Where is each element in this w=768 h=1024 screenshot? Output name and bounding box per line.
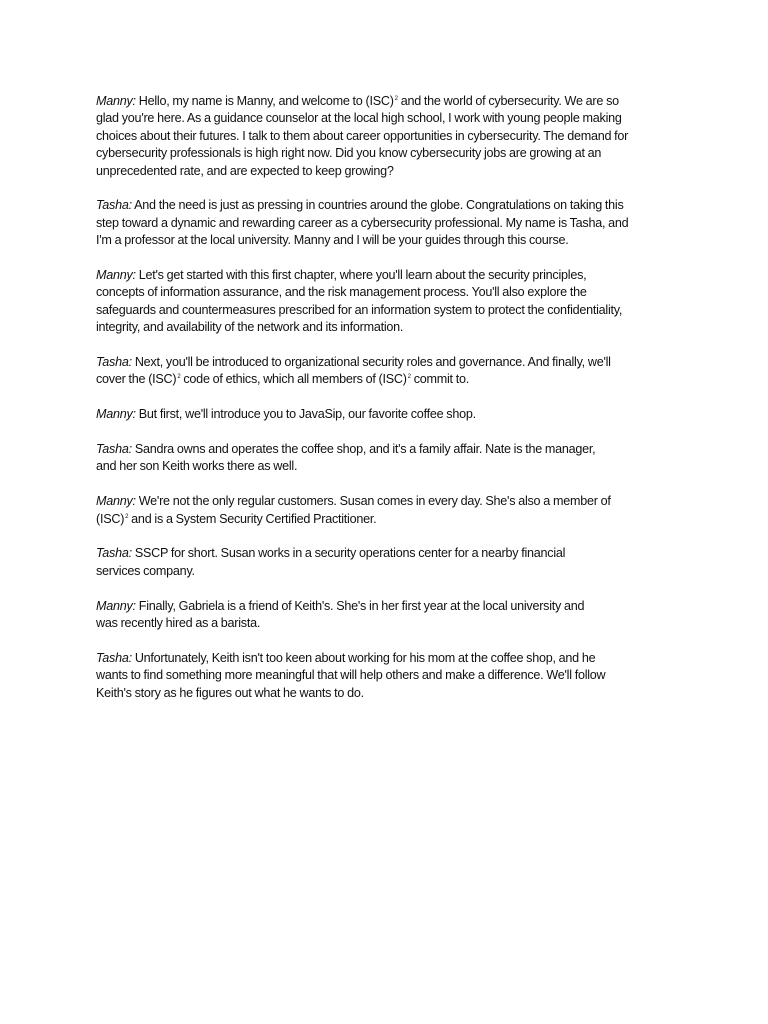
speaker-name: Manny:: [96, 407, 136, 422]
dialogue-text: And the need is just as pressing in countries around the globe. Congratulations on taking this: [134, 198, 624, 213]
dialogue-text: choices about their futures. I talk to them about career opportunities in cybersecurity. The demand for: [96, 128, 629, 143]
dialogue-line: [96, 110, 696, 127]
speaker-name: Tasha:: [96, 198, 132, 213]
dialogue-text: Hello, my name is Manny, and welcome to (ISC): [138, 94, 394, 108]
dialogue-line: [96, 354, 696, 371]
dialogue-line: [96, 163, 696, 180]
dialogue-line: [96, 128, 696, 145]
speaker-name: Manny:: [96, 94, 136, 108]
dialogue-line: [96, 615, 696, 632]
dialogue-paragraph: [96, 197, 696, 249]
dialogue-paragraph: [96, 406, 696, 423]
dialogue-line: [96, 284, 696, 301]
dialogue-text: cybersecurity professionals is high right now. Did you know cybersecurity jobs are growing at an: [96, 146, 602, 161]
dialogue-line: [96, 267, 696, 284]
dialogue-paragraph: [96, 650, 696, 702]
dialogue-line: [96, 406, 696, 423]
dialogue-line: [96, 493, 696, 510]
speaker-name: Manny:: [96, 494, 136, 509]
dialogue-line: [96, 319, 696, 336]
dialogue-line: [96, 511, 696, 528]
dialogue-text: (ISC): [96, 511, 125, 526]
dialogue-text: Keith's story as he figures out what he wants to do.: [96, 685, 364, 700]
dialogue-text: wants to find something more meaningful that will help others and make a difference. We'll follow: [96, 668, 606, 683]
dialogue-text: code of ethics, which all members of (ISC): [180, 372, 407, 387]
dialogue-paragraph: [96, 354, 696, 389]
dialogue-line: [96, 685, 696, 702]
dialogue-text: and her son Keith works there as well.: [96, 459, 298, 474]
dialogue-paragraph: [96, 267, 696, 337]
dialogue-line: [96, 598, 696, 615]
speaker-name: Manny:: [96, 268, 136, 283]
dialogue-text: step toward a dynamic and rewarding career as a cybersecurity professional. My name is Tasha, and: [96, 215, 629, 230]
superscript-text: 2: [407, 374, 411, 381]
dialogue-text: services company.: [96, 563, 195, 578]
dialogue-text: Let's get started with this first chapter, where you'll learn about the security principles,: [138, 268, 587, 283]
dialogue-line: [96, 650, 696, 667]
dialogue-paragraph: [96, 441, 696, 476]
dialogue-line: [96, 441, 696, 458]
dialogue-line: [96, 93, 696, 110]
dialogue-text: concepts of information assurance, and the risk management process. You'll also explore the: [96, 285, 587, 300]
dialogue-text: Finally, Gabriela is a friend of Keith's. She's in her first year at the local university and: [138, 598, 585, 613]
dialogue-text: unprecedented rate, and are expected to keep growing?: [96, 163, 394, 178]
dialogue-text: Unfortunately, Keith isn't too keen about working for his mom at the coffee shop, and he: [134, 650, 596, 665]
speaker-name: Tasha:: [96, 355, 132, 370]
dialogue-text: Sandra owns and operates the coffee shop, and it's a family affair. Nate is the manager,: [134, 442, 596, 457]
dialogue-text: and the world of cybersecurity. We are so: [397, 94, 619, 108]
dialogue-line: [96, 563, 696, 580]
dialogue-text: integrity, and availability of the network and its information.: [96, 320, 404, 335]
transcript-body: [96, 93, 696, 719]
dialogue-text: SSCP for short. Susan works in a security operations center for a nearby financial: [134, 546, 566, 561]
superscript-text: 2: [394, 96, 398, 102]
speaker-name: Manny:: [96, 598, 136, 613]
dialogue-text: Next, you'll be introduced to organizational security roles and governance. And finally, we'll: [134, 355, 611, 370]
dialogue-paragraph: [96, 93, 696, 180]
dialogue-line: [96, 667, 696, 684]
superscript-text: 2: [177, 374, 181, 381]
dialogue-text: commit to.: [410, 372, 469, 387]
dialogue-text: and is a System Security Certified Practitioner.: [128, 511, 377, 526]
dialogue-text: I'm a professor at the local university. Manny and I will be your guides through this course.: [96, 233, 569, 248]
dialogue-paragraph: [96, 598, 696, 633]
dialogue-text: safeguards and countermeasures prescribed for an information system to protect the confidentiality,: [96, 302, 623, 317]
superscript-text: 2: [125, 513, 129, 520]
speaker-name: Tasha:: [96, 650, 132, 665]
dialogue-text: cover the (ISC): [96, 372, 177, 387]
dialogue-line: [96, 232, 696, 249]
dialogue-text: We're not the only regular customers. Susan comes in every day. She's also a member of: [138, 494, 611, 509]
dialogue-line: [96, 215, 696, 232]
dialogue-text: glad you're here. As a guidance counselor at the local high school, I work with young people making: [96, 111, 622, 126]
dialogue-text: was recently hired as a barista.: [96, 616, 261, 631]
dialogue-paragraph: [96, 493, 696, 528]
dialogue-line: [96, 145, 696, 162]
dialogue-line: [96, 302, 696, 319]
dialogue-line: [96, 545, 696, 562]
dialogue-paragraph: [96, 545, 696, 580]
speaker-name: Tasha:: [96, 546, 132, 561]
dialogue-line: [96, 458, 696, 475]
dialogue-line: [96, 371, 696, 388]
speaker-name: Tasha:: [96, 442, 132, 457]
dialogue-text: But first, we'll introduce you to JavaSip, our favorite coffee shop.: [138, 407, 476, 422]
dialogue-line: [96, 197, 696, 214]
